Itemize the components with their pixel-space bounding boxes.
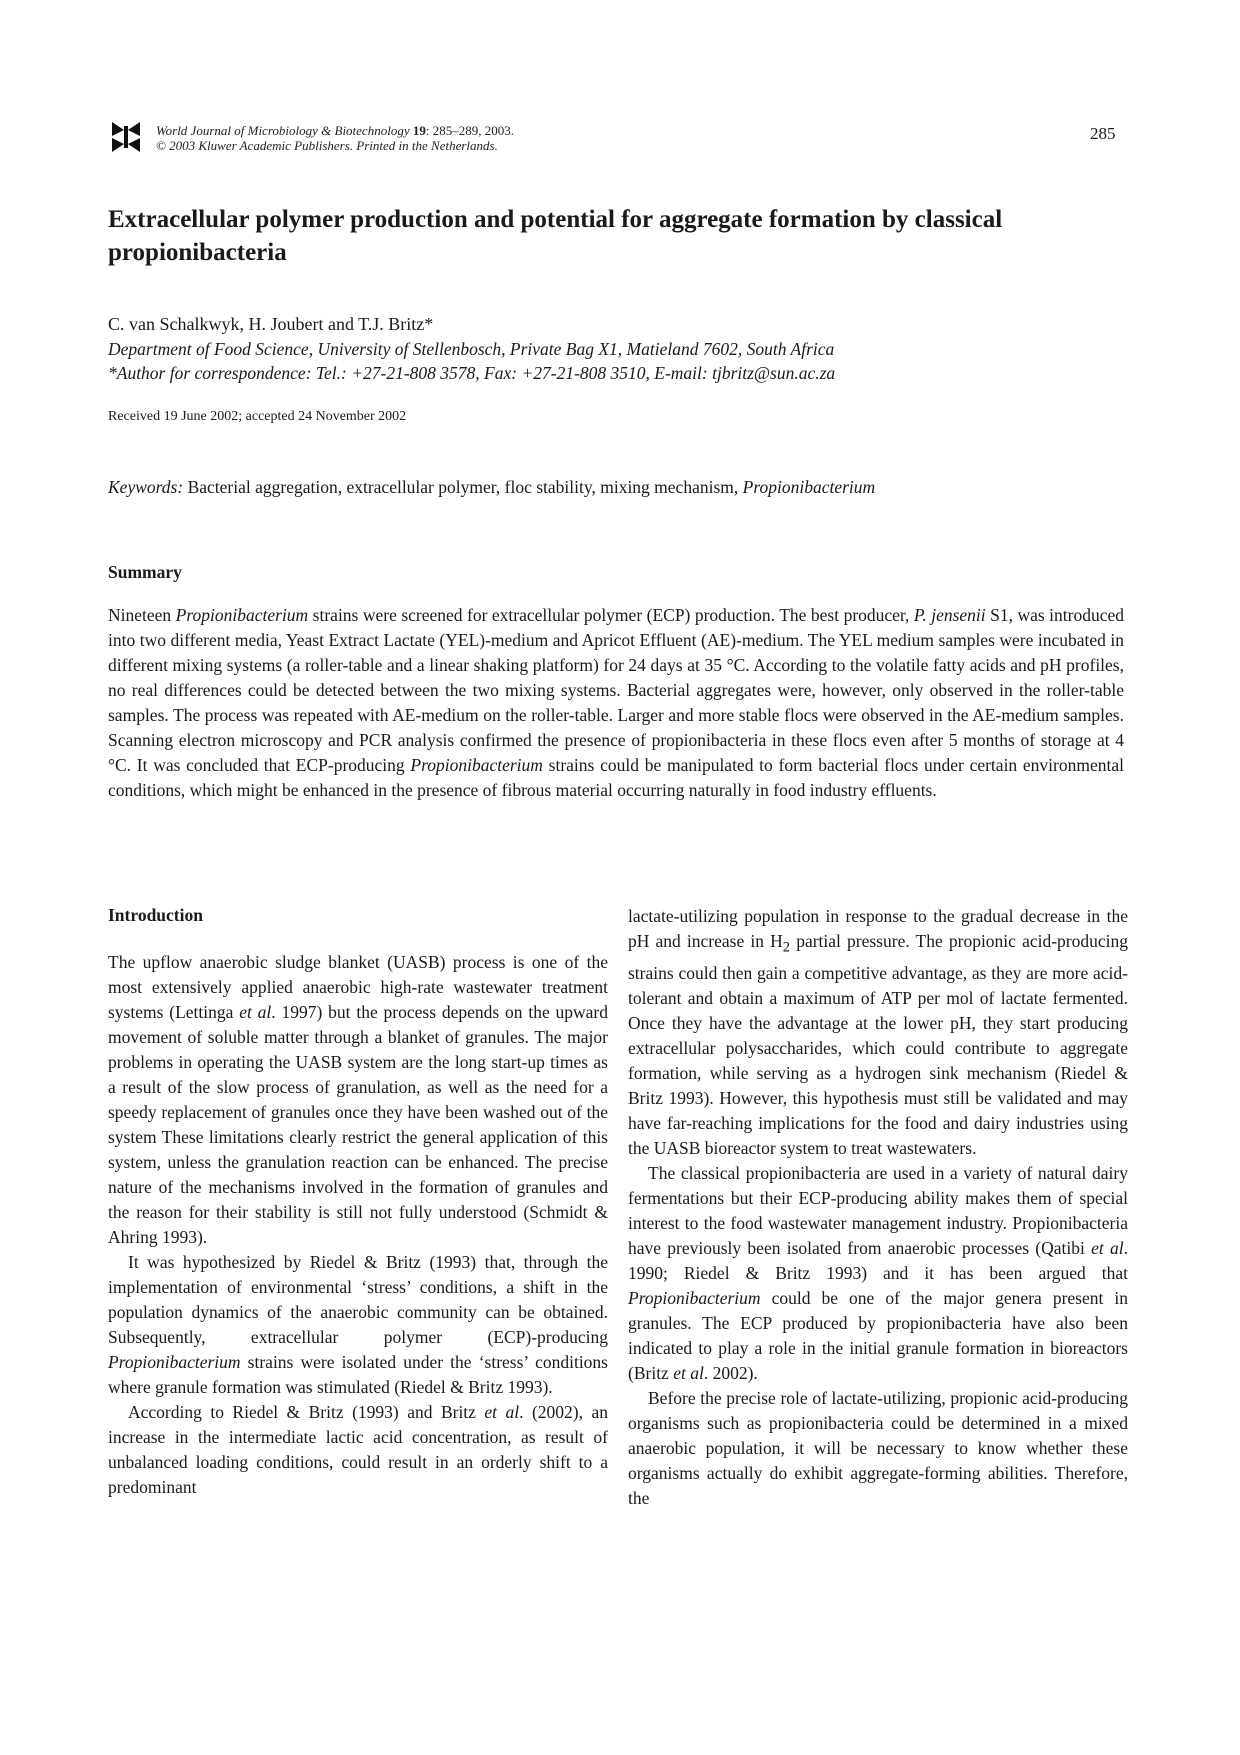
journal-volume: 19 (412, 123, 426, 138)
left-column (108, 950, 608, 1500)
summary-paragraph: Nineteen Propionibacterium strains were screened for extracellular polymer (ECP) production. The best producer, P. jensenii S1, was introduced into two different media, Yeast Extract Lactate (YEL)-medium and Apricot Effluent (AE)-medium. The YEL medium samples were incubated in different mixing systems (a roller-table and a linear shaking platform) for 24 days at 35 °C. According to the volatile fatty acids and pH profiles, no real differences could be detected between the two mixing systems. Bacterial aggregates were, however, only observed in the roller-table samples. The process was repeated with AE-medium on the roller-table. Larger and more stable flocs were observed in the AE-medium samples. Scanning electron microscopy and PCR analysis confirmed the presence of propionibacteria in these flocs even after 5 months of storage at 4 °C. It was concluded that ECP-producing Propionibacterium strains could be manipulated to form bacterial flocs under certain environmental conditions, which might be enhanced in the presence of fibrous material occurring naturally in food industry effluents. (108, 605, 1125, 800)
affiliation: Department of Food Science, University of Stellenbosch, Private Bag X1, Matieland 7602, South Africa (108, 339, 835, 359)
right-column (628, 904, 1128, 1511)
intro-paragraph-1: The upflow anaerobic sludge blanket (UASB) process is one of the most extensively applied anaerobic high-rate wastewater treatment systems (Lettinga et al. 1997) but the process depends on the upward movement of soluble matter through a blanket of granules. The major problems in operating the UASB system are the long start-up times as a result of the slow process of granulation, as well as the need for a speedy replacement of granules once they have been washed out of the system These limitations clearly restrict the general application of this system, unless the granulation reaction can be enhanced. The precise nature of the mechanisms involved in the formation of granules and the reason for their stability is still not fully understood (Schmidt & Ahring 1993). (108, 952, 609, 1247)
intro-paragraph-2: It was hypothesized by Riedel & Britz (1993) that, through the implementation of environmental ‘stress’ conditions, a shift in the population dynamics of the anaerobic community can be obtained. Subsequently, extracellular polymer (ECP)-producing Propionibacterium strains were isolated under the ‘stress’ conditions where granule formation was stimulated (Riedel & Britz 1993). (108, 1252, 608, 1397)
received-dates: Received 19 June 2002; accepted 24 November 2002 (108, 409, 407, 424)
intro-paragraph-6: Before the precise role of lactate-utilizing, propionic acid-producing organisms such as propionibacteria could be determined in a mixed anaerobic population, it will be necessary to know whether these organisms actually do exhibit aggregate-forming abilities. Therefore, the (628, 1387, 1128, 1508)
introduction-heading: Introduction (108, 905, 203, 925)
journal-pages-year: : 285–289, 2003. (425, 123, 514, 138)
keywords-label: Keywords: (108, 477, 184, 497)
copyright-line: © 2003 Kluwer Academic Publishers. Printed in the Netherlands. (156, 138, 498, 153)
keywords-text: Bacterial aggregation, extracellular polymer, floc stability, mixing mechanism, (187, 477, 739, 497)
affiliation-block (108, 337, 835, 385)
publisher-logo-icon (110, 120, 142, 154)
intro-paragraph-3: According to Riedel & Britz (1993) and Britz et al. (2002), an increase in the intermediate lactic acid concentration, as result of unbalanced loading conditions, could result in an orderly shift to a predominant (108, 1402, 608, 1497)
intro-paragraph-5: The classical propionibacteria are used in a variety of natural dairy fermentations but their ECP-producing ability makes them of special interest to the food wastewater management industry. Propionibacteria have previously been isolated from anaerobic processes (Qatibi et al. 1990; Riedel & Britz 1993) and it has been argued that Propionibacterium could be one of the major genera present in granules. The ECP produced by propionibacteria have also been indicated to play a role in the initial granule formation in bioreactors (Britz et al. 2002). (628, 1162, 1128, 1383)
intro-paragraph-4: lactate-utilizing population in response to the gradual decrease in the pH and increase in $H_2$ partial pressure. The propionic acid-producing strains could then gain a competitive advantage, as they are more acid-tolerant and obtain a maximum of ATP per mol of lactate fermented. Once they have the advantage at the lower pH, they start producing extracellular polysaccharides, which could contribute to aggregate formation, while serving as a hydrogen sink mechanism (Riedel & Britz 1993). However, this hypothesis must still be validated and may have far-reaching implications for the food and dairy industries using the UASB bioreactor system to treat wastewaters. (628, 906, 1128, 1158)
journal-name: World Journal of Microbiology & Biotechnology (156, 123, 410, 138)
keywords (108, 477, 875, 498)
journal-citation (156, 123, 514, 153)
keywords-italic-term: Propionibacterium (742, 477, 876, 497)
page-number: 285 (1090, 124, 1116, 143)
article-title: Extracellular polymer production and potential for aggregate formation by classical propionibacteria (108, 206, 1003, 266)
correspondence: *Author for correspondence: Tel.: +27-21-808 3578, Fax: +27-21-808 3510, E-mail: tjbritz@sun.ac.za (108, 363, 836, 383)
summary-heading: Summary (108, 562, 182, 582)
article-authors: C. van Schalkwyk, H. Joubert and T.J. Britz* (108, 314, 434, 334)
